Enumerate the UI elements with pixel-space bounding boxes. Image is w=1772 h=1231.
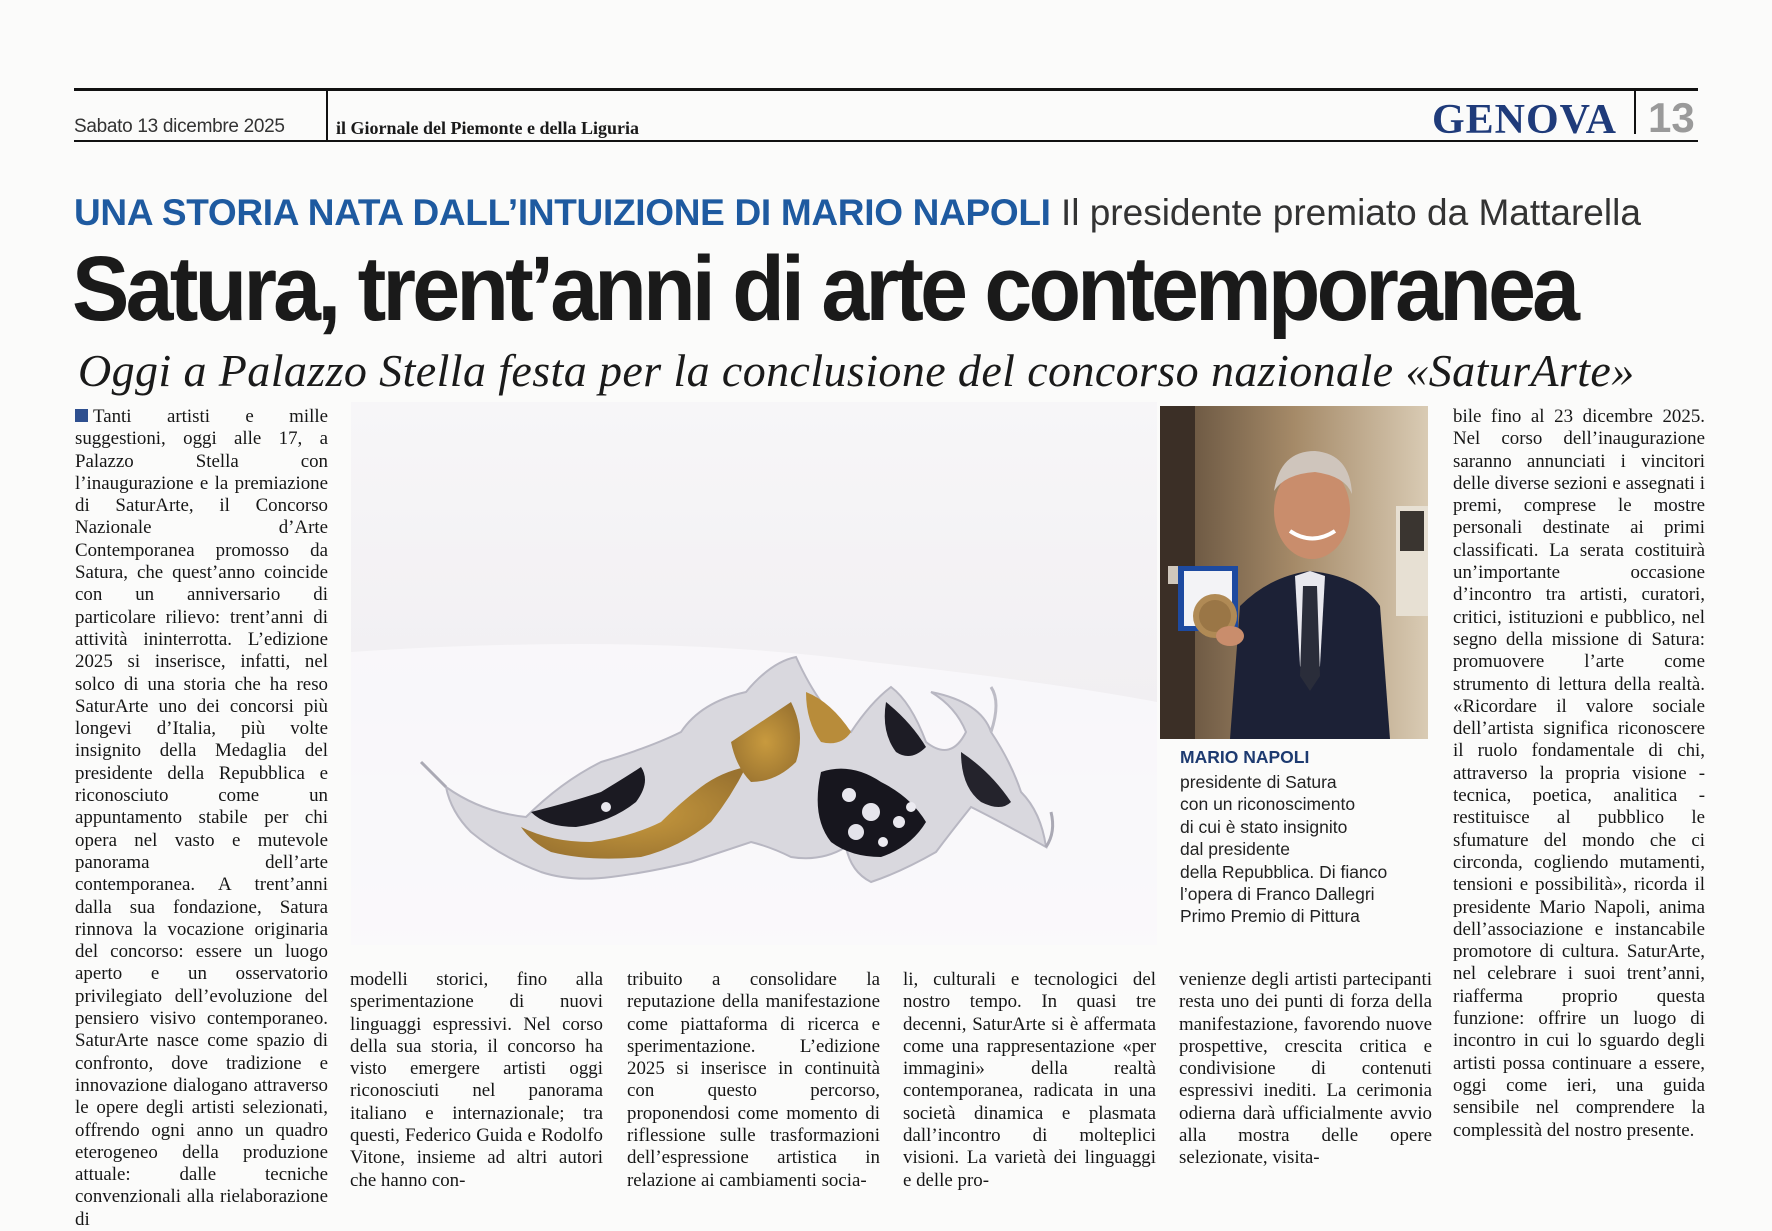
column-text: tribuito a consolidare la reputazione della manifestazione come piattaforma di ricerca e sperimentazione. L’edizione 2025 si inserisce in continuità con questo percorso, proponendosi come momento di riflessione sulle trasformazioni dell’espressione artistica in relazione ai cambiamenti socia- — [627, 969, 880, 1191]
column-text: Tanti artisti e mille suggestioni, oggi alle 17, a Palazzo Stella con l’inaugurazione e la premiazione di SaturArte, il Concorso Nazionale d’Arte Contemporanea promosso da Satura, che quest’anno coincide con un anniversario di particolare rilievo: trent’anni di attività ininterrotta. L’edizione 2025 si inserisce, infatti, nel solco di una storia che ha reso SaturArte uno dei concorsi più longevi d’Italia, più volte insignito della Medaglia del presidente della Repubblica e riconosciuto come un appuntamento stabile per chi opera nel vasto e mutevole panorama dell’arte contemporanea. A trent’anni dalla sua fondazione, Satura rinnova la vocazione originaria del concorso: essere un luogo aperto e un osservatorio privilegiato dell’evoluzione del pensiero visivo contemporaneo. SaturArte nasce come spazio di confronto, dove tradizione e innovazione dialogano attraverso le opere degli artisti selezionati, offrendo ogni anno un quadro eterogeneo della produzione attuale: dalle tecniche convenzionali alla rielaborazione di — [75, 406, 328, 1230]
kicker — [74, 192, 1641, 234]
article-column-5 — [1179, 969, 1432, 1170]
column-text: modelli storici, fino alla sperimentazione di nuovi linguaggi espressivi. Nel corso della sua storia, il concorso ha visto emergere artisti oggi riconosciuti nel panorama italiano e internazionale; tra questi, Federico Guida e Rodolfo Vitone, insieme ad altri autori che hanno con- — [350, 969, 603, 1191]
issue-date: Sabato 13 dicembre 2025 — [74, 116, 285, 137]
column-text: li, culturali e tecnologici del nostro tempo. In quasi tre decenni, SaturArte si è affermata come una rappresentazione «per immagini» della realtà contemporanea, radicata in una società dinamica e plasmata dall’incontro di molteplici visioni. La varietà dei linguaggi e delle pro- — [903, 969, 1156, 1191]
artwork-photo — [351, 402, 1157, 945]
article-column-6 — [1453, 406, 1705, 1142]
artwork-illustration — [351, 402, 1157, 945]
caption-line: della Repubblica. Di fianco — [1180, 861, 1388, 882]
caption-line: l’opera di Franco Dallegri — [1180, 884, 1375, 905]
article-column-1 — [75, 406, 328, 1231]
portrait-photo — [1160, 406, 1428, 739]
caption-line: dal presidente — [1180, 839, 1290, 860]
article-column-4 — [903, 969, 1156, 1192]
photo-caption — [1180, 771, 1430, 928]
page-number: 13 — [1648, 94, 1695, 141]
newspaper-name: il Giornale del Piemonte e della Liguria — [336, 118, 639, 138]
caption-line: con un riconoscimento — [1180, 794, 1356, 815]
kicker-main: UNA STORIA NATA DALL’INTUIZIONE DI MARIO NAPOLI — [74, 192, 1051, 233]
caption-name: MARIO NAPOLI — [1180, 747, 1310, 767]
caption-line: di cui è stato insignito — [1180, 816, 1348, 837]
column-text: venienze degli artisti partecipanti resta uno dei punti di forza della manifestazione, favorendo nuove prospettive, crescita critica e condivisione di contenuti espressivi inediti. La cerimonia odierna darà ufficialmente avvio alla mostra delle opere selezionate, visita- — [1179, 969, 1432, 1169]
caption-line: Primo Premio di Pittura — [1180, 906, 1360, 927]
subheadline: Oggi a Palazzo Stella festa per la conclusione del concorso nazionale «SaturArte» — [78, 345, 1635, 396]
kicker-secondary: Il presidente premiato da Mattarella — [1060, 192, 1641, 233]
column-text: bile fino al 23 dicembre 2025. Nel corso dell’inaugurazione saranno annunciati i vincitori delle diverse sezioni e assegnati i premi, comprese le mostre personali destinate ai primi classificati. La serata costituirà un’importante occasione d’incontro tra artisti, curatori, critici, istituzioni e pubblico, nel segno della missione di Satura: promuovere l’arte come strumento di lettura della realtà. «Ricordare il valore sociale dell’artista significa riconoscere il ruolo fondamentale di chi, attraverso la propria visione - tecnica, poetica, analitica - restituisce al pubblico le sfumature del mondo che ci circonda, cogliendo mutamenti, tensioni e possibilità», ricorda il presidente Mario Napoli, anima dell’associazione e instancabile promotore di cultura. SaturArte, nel celebrare i suoi trent’anni, riafferma proprio questa funzione: offrire un luogo di incontro in cui lo sguardo degli artisti possa continuare a essere, oggi come ieri, una guida sensibile nel comprendere la complessità del nostro presente. — [1453, 406, 1705, 1141]
section-name: GENOVA — [1432, 97, 1617, 143]
article-column-2 — [350, 969, 603, 1192]
lead-square-icon — [75, 409, 88, 422]
masthead-divider — [326, 88, 328, 142]
caption-line: presidente di Satura — [1180, 772, 1337, 792]
masthead-divider — [1634, 88, 1636, 134]
headline: Satura, trent’anni di arte contemporanea — [72, 238, 1577, 340]
portrait-illustration — [1160, 406, 1428, 739]
article-column-3 — [627, 969, 880, 1192]
masthead-top-rule — [74, 88, 1698, 91]
